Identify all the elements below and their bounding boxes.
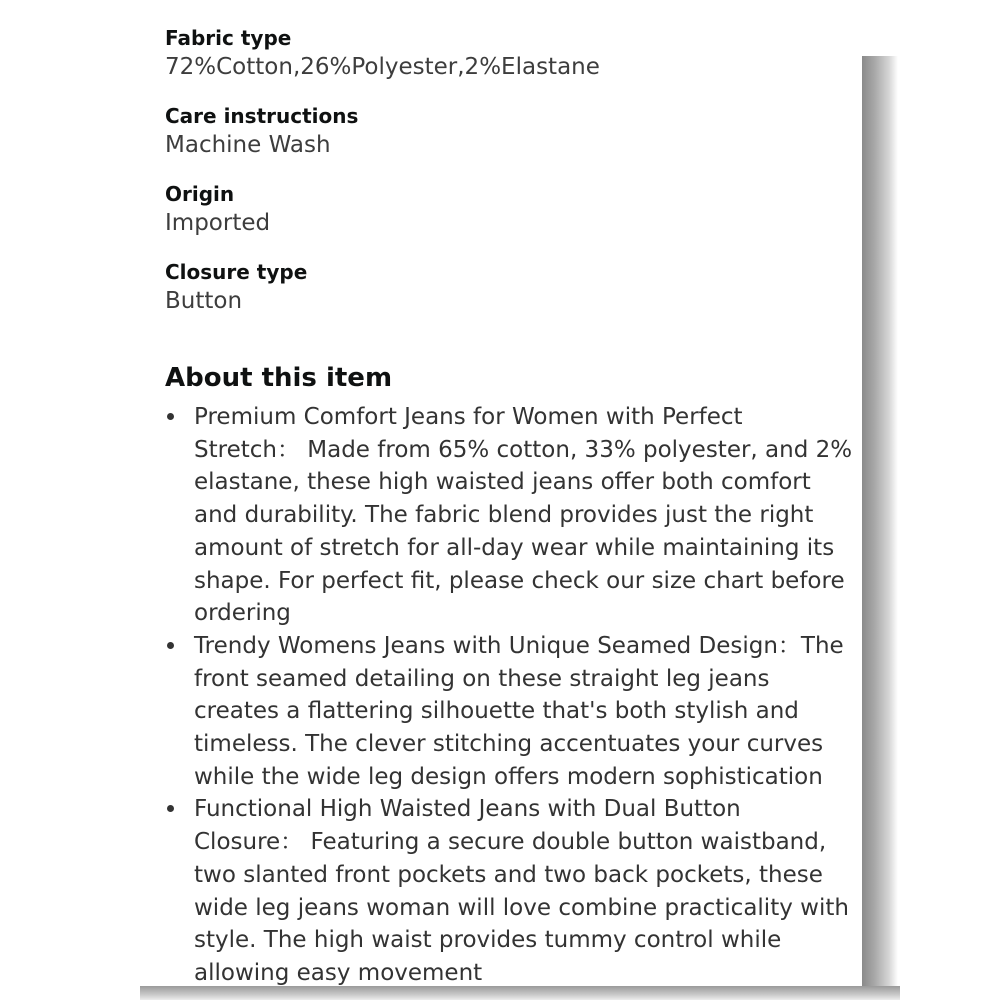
attribute-label: Closure type <box>165 260 308 284</box>
attribute-value: Imported <box>165 210 271 236</box>
product-details-card <box>140 0 862 986</box>
attribute-care-instructions <box>165 102 855 161</box>
about-bullet-list <box>165 401 855 986</box>
attribute-label: Care instructions <box>165 104 359 128</box>
attribute-value: Button <box>165 288 243 314</box>
attribute-closure-type <box>165 258 855 317</box>
attribute-label: Origin <box>165 182 235 206</box>
attribute-fabric-type <box>165 24 855 83</box>
about-this-item-heading: About this item <box>165 363 393 393</box>
attribute-label: Fabric type <box>165 26 292 50</box>
card-shadow-bottom <box>140 986 900 1000</box>
about-bullet-item: Functional High Waisted Jeans with Dual Button Closure： Featuring a secure double button waistband, two slanted front pockets and two back pockets, these wide leg jeans woman will love combine practicality with style. The high waist provides tummy control while allowing easy movement <box>165 793 855 986</box>
attribute-value: Machine Wash <box>165 132 331 158</box>
product-details-content <box>165 24 855 986</box>
attribute-origin <box>165 180 855 239</box>
about-bullet-item: Trendy Womens Jeans with Unique Seamed Design：The front seamed detailing on these straight leg jeans creates a flattering silhouette that's both stylish and timeless. The clever stitching accentuates your curves while the wide leg design offers modern sophistication <box>165 630 855 794</box>
about-bullet-item: Premium Comfort Jeans for Women with Perfect Stretch： Made from 65% cotton, 33% polyester, and 2% elastane, these high waisted jeans offer both comfort and durability. The fabric blend provides just the right amount of stretch for all-day wear while maintaining its shape. For perfect fit, please check our size chart before ordering <box>165 401 855 630</box>
card-shadow-right <box>862 56 898 1000</box>
attribute-value: 72%Cotton,26%Polyester,2%Elastane <box>165 54 600 80</box>
